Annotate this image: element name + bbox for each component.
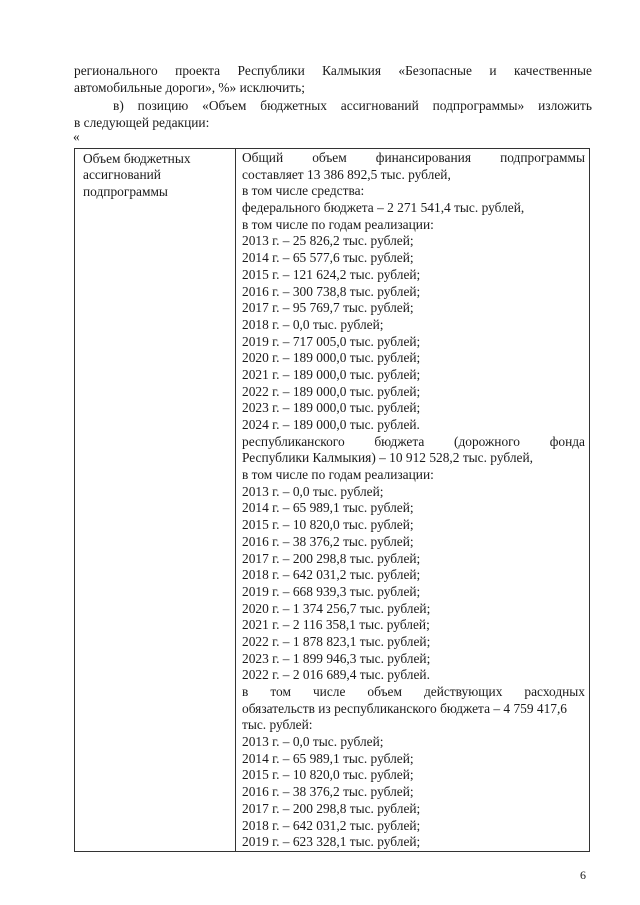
content-line: 2014 г. – 65 577,6 тыс. рублей;: [242, 250, 414, 266]
table-row: [75, 149, 590, 852]
content-line: в том числе по годам реализации:: [242, 467, 434, 483]
opening-quote-mark: «: [73, 129, 80, 144]
content-line: 2017 г. – 200 298,8 тыс. рублей;: [242, 800, 421, 816]
content-line: 2019 г. – 668 939,3 тыс. рублей;: [242, 583, 421, 599]
content-line: 2023 г. – 1 899 946,3 тыс. рублей;: [242, 650, 431, 666]
content-line: 2013 г. – 0,0 тыс. рублей;: [242, 483, 384, 499]
content-line: 2020 г. – 189 000,0 тыс. рублей;: [242, 350, 421, 366]
intro-line-2: автомобильные дороги», %» исключить;: [74, 79, 305, 95]
budget-table: [74, 148, 590, 852]
label-line: подпрограммы: [83, 183, 168, 199]
content-line: 2018 г. – 0,0 тыс. рублей;: [242, 316, 384, 332]
label-line: ассигнований: [83, 167, 161, 183]
content-line: 2014 г. – 65 989,1 тыс. рублей;: [242, 750, 414, 766]
label-line: Объем бюджетных: [83, 151, 191, 166]
intro-line-1: регионального проекта Республики Калмыкия «Безопасные и качественные: [74, 63, 592, 78]
intro-line-3: в) позицию «Объем бюджетных ассигнований подпрограммы» изложить: [113, 98, 592, 113]
content-line: в том числе средства:: [242, 183, 365, 199]
label-lines: [83, 151, 229, 200]
content-line: 2014 г. – 65 989,1 тыс. рублей;: [242, 500, 414, 516]
content-line: 2016 г. – 38 376,2 тыс. рублей;: [242, 533, 414, 549]
content-line: 2021 г. – 2 116 358,1 тыс. рублей;: [242, 617, 430, 633]
content-line: 2018 г. – 642 031,2 тыс. рублей;: [242, 567, 421, 583]
content-line: федерального бюджета – 2 271 541,4 тыс. рублей,: [242, 200, 525, 216]
content-line: 2024 г. – 189 000,0 тыс. рублей.: [242, 417, 420, 432]
label-cell: [75, 149, 236, 852]
content-line: 2022 г. – 1 878 823,1 тыс. рублей;: [242, 633, 431, 649]
content-line: 2013 г. – 0,0 тыс. рублей;: [242, 734, 384, 750]
content-line: 2021 г. – 189 000,0 тыс. рублей;: [242, 366, 421, 382]
content-line: 2019 г. – 717 005,0 тыс. рублей;: [242, 333, 421, 349]
intro-line-4: в следующей редакции:: [74, 114, 210, 130]
content-line: обязательств из республиканского бюджета – 4 759 417,6: [242, 700, 568, 716]
content-line: 2023 г. – 189 000,0 тыс. рублей;: [242, 400, 421, 416]
content-line: 2018 г. – 642 031,2 тыс. рублей;: [242, 817, 421, 833]
content-line: 2016 г. – 38 376,2 тыс. рублей;: [242, 784, 414, 800]
content-line: 2015 г. – 10 820,0 тыс. рублей;: [242, 767, 414, 783]
intro-paragraph-1: [74, 63, 592, 96]
content-line: тыс. рублей:: [242, 717, 313, 733]
content-line: составляет 13 386 892,5 тыс. рублей,: [242, 166, 451, 182]
content-line: 2013 г. – 25 826,2 тыс. рублей;: [242, 233, 414, 249]
content-line: 2022 г. – 2 016 689,4 тыс. рублей.: [242, 667, 430, 683]
content-lines: [242, 150, 585, 851]
content-line: Республики Калмыкия) – 10 912 528,2 тыс. рублей,: [242, 450, 533, 466]
content-line: 2016 г. – 300 738,8 тыс. рублей;: [242, 283, 421, 299]
content-line: 2022 г. – 189 000,0 тыс. рублей;: [242, 383, 421, 399]
content-line: в том числе по годам реализации:: [242, 216, 434, 232]
content-line: 2015 г. – 10 820,0 тыс. рублей;: [242, 517, 414, 533]
intro-paragraph-2: [74, 98, 592, 131]
content-line: 2015 г. – 121 624,2 тыс. рублей;: [242, 266, 421, 282]
content-cell: [236, 149, 590, 852]
content-line: республиканского бюджета (дорожного фонда: [242, 433, 585, 449]
content-line: 2017 г. – 200 298,8 тыс. рублей;: [242, 550, 421, 566]
content-line: 2017 г. – 95 769,7 тыс. рублей;: [242, 300, 414, 316]
content-line: в том числе объем действующих расходных: [242, 684, 585, 699]
content-line: Общий объем финансирования подпрограммы: [242, 150, 585, 165]
content-line: 2020 г. – 1 374 256,7 тыс. рублей;: [242, 600, 431, 616]
content-line: 2019 г. – 623 328,1 тыс. рублей;: [242, 834, 421, 850]
page-number: 6: [580, 868, 586, 882]
